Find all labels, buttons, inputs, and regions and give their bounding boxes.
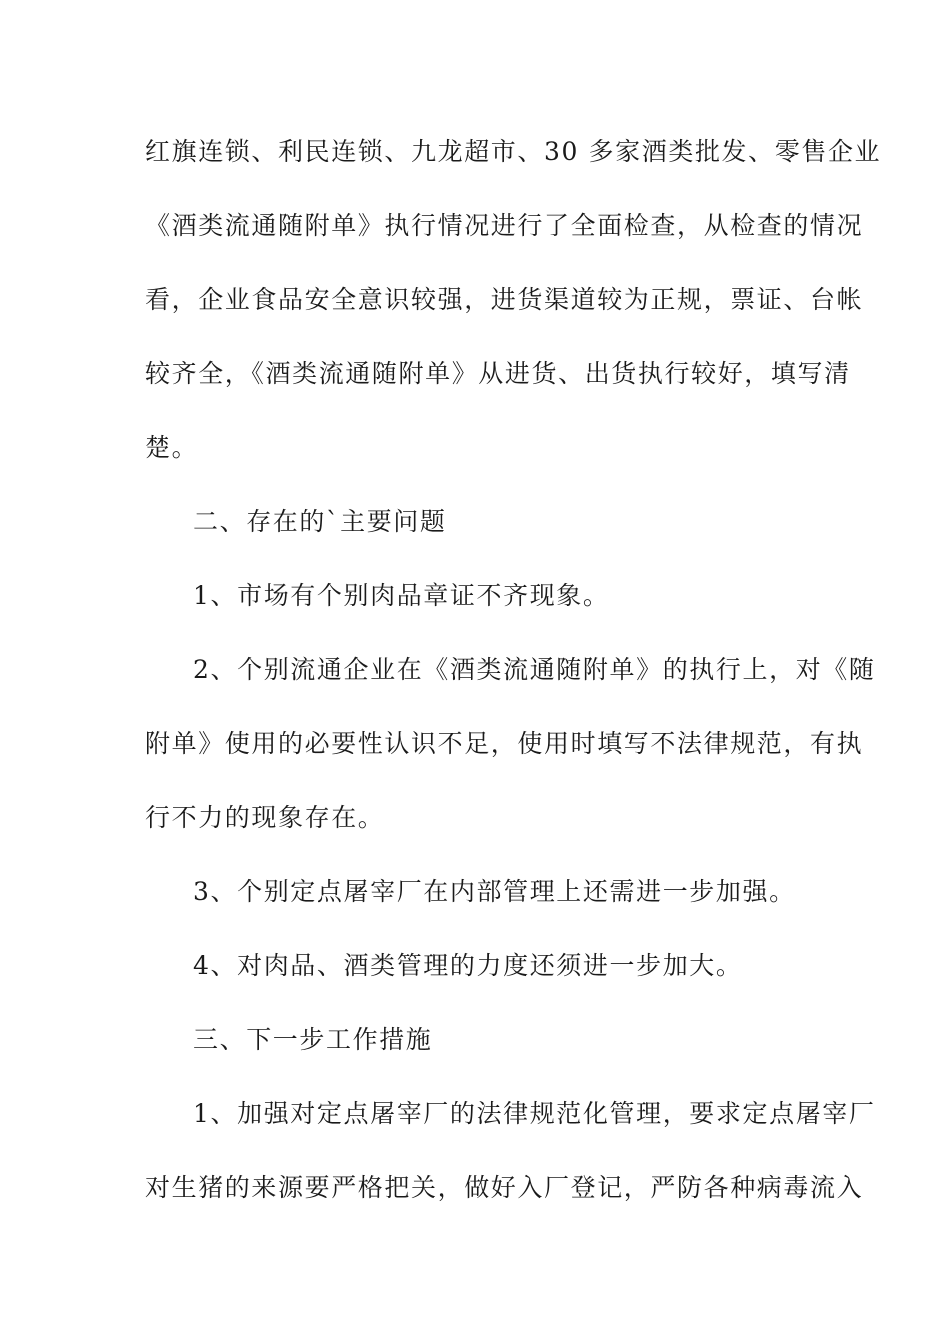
list-item-2-line-2: 附单》使用的必要性认识不足，使用时填写不法律规范，有执 [145, 729, 864, 758]
body-line-4: 较齐全，《酒类流通随附单》从进货、出货执行较好，填写清 [145, 359, 851, 388]
list-item-3: 3、个别定点屠宰厂在内部管理上还需进一步加强。 [193, 877, 796, 906]
body-line-5: 楚。 [145, 433, 199, 462]
list-item-1: 1、市场有个别肉品章证不齐现象。 [193, 581, 610, 610]
measure-1-line-2: 对生猪的来源要严格把关，做好入厂登记，严防各种病毒流入 [145, 1173, 864, 1202]
list-item-4: 4、对肉品、酒类管理的力度还须进一步加大。 [193, 951, 743, 980]
body-line-2: 《酒类流通随附单》执行情况进行了全面检查，从检查的情况 [145, 211, 864, 240]
body-line-3: 看，企业食品安全意识较强，进货渠道较为正规，票证、台帐 [145, 285, 864, 314]
section-heading-problems: 二、存在的`主要问题 [193, 507, 447, 536]
measure-1-line-1: 1、加强对定点屠宰厂的法律规范化管理，要求定点屠宰厂 [193, 1099, 876, 1128]
section-heading-next-steps: 三、下一步工作措施 [193, 1025, 433, 1054]
list-item-2-line-3: 行不力的现象存在。 [145, 803, 385, 832]
body-line-1: 红旗连锁、利民连锁、九龙超市、30 多家酒类批发、零售企业 [145, 137, 882, 166]
list-item-2-line-1: 2、个别流通企业在《酒类流通随附单》的执行上，对《随 [193, 655, 876, 684]
